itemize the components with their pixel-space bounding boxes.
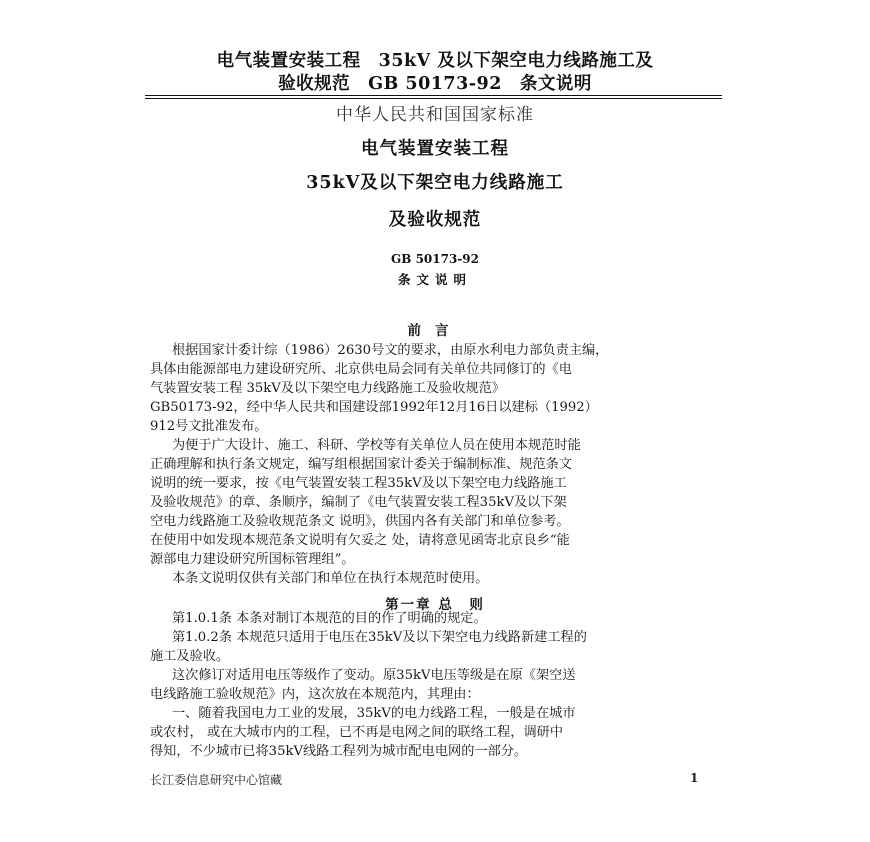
header-rule-thick <box>145 95 722 96</box>
preface-line: 说明的统一要求，按《电气装置安装工程35kV及以下架空电力线路施工 <box>150 476 567 491</box>
chapter-line: 电线路施工验收规范》内，这次放在本规范内，其理由： <box>150 687 480 702</box>
chapter-line: 第1.0.1条 本条对制订本规范的目的作了明确的规定。 <box>172 611 487 626</box>
national-standard-label: 中华人民共和国国家标准 <box>336 105 534 125</box>
header-title-line2: 验收规范 GB 50173-92 条文说明 <box>278 74 592 94</box>
chapter-line: 第1.0.2条 本规范只适用于电压在35kV及以下架空电力线路新建工程的 <box>172 630 587 645</box>
preface-line: 912号文批准发布。 <box>150 419 268 434</box>
preface-line: 正确理解和执行条文规定，编写组根据国家计委关于编制标准、规范条文 <box>150 457 572 472</box>
preface-line: GB50173-92，经中华人民共和国建设部1992年12月16日以建标（1992） <box>150 400 598 415</box>
chapter-line: 这次修订对适用电压等级作了变动。原35kV电压等级是在原《架空送 <box>172 668 576 683</box>
page-number: 1 <box>690 771 699 785</box>
preface-line: 在使用中如发现本规范条文说明有欠妥之 处，请将意见函寄北京良乡“能 <box>150 533 570 548</box>
doc-title-line3: 及验收规范 <box>388 210 482 230</box>
chapter-line: 或农村， 或在大城市内的工程，已不再是电网之间的联络工程，调研中 <box>150 725 564 740</box>
footer-source: 长江委信息研究中心馆藏 <box>150 773 283 787</box>
chapter-line: 施工及验收。 <box>150 649 230 664</box>
preface-line: 根据国家计委计综（1986）2630号文的要求，由原水利电力部负责主编， <box>172 343 609 358</box>
preface-line: 为便于广大设计、施工、科研、学校等有关单位人员在使用本规范时能 <box>172 438 581 453</box>
chapter-line: 得知，不少城市已将35kV线路工程列为城市配电电网的一部分。 <box>150 744 528 759</box>
standard-code: GB 50173-92 <box>391 252 479 266</box>
header-rule-thin <box>145 98 722 99</box>
preface-line: 具体由能源部电力建设研究所、北京供电局会同有关单位共同修订的《电 <box>150 362 572 377</box>
preface-line: 及验收规范》的章、条顺序，编制了《电气装置安装工程35kV及以下架 <box>150 495 567 510</box>
chapter-line: 一、随着我国电力工业的发展，35kV的电力线路工程，一般是在城市 <box>172 706 576 721</box>
preface-line: 空电力线路施工及验收规范条文 说明》，供国内各有关部门和单位参考。 <box>150 514 570 529</box>
preface-line: 气装置安装工程 35kV及以下架空电力线路施工及验收规范》 <box>150 381 505 396</box>
preface-line: 本条文说明仅供有关部门和单位在执行本规范时使用。 <box>172 571 489 586</box>
doc-title-line2: 35kV及以下架空电力线路施工 <box>306 173 564 193</box>
chapter-heading: 第一章 总 则 <box>385 597 485 613</box>
doc-title-line1: 电气装置安装工程 <box>361 139 509 159</box>
header-title-line1: 电气装置安装工程 35kV 及以下架空电力线路施工及 <box>216 51 654 71</box>
preface-line: 源部电力建设研究所国标管理组”。 <box>150 552 355 567</box>
preface-heading: 前言 <box>407 323 463 339</box>
doc-subtitle: 条文说明 <box>397 272 472 287</box>
